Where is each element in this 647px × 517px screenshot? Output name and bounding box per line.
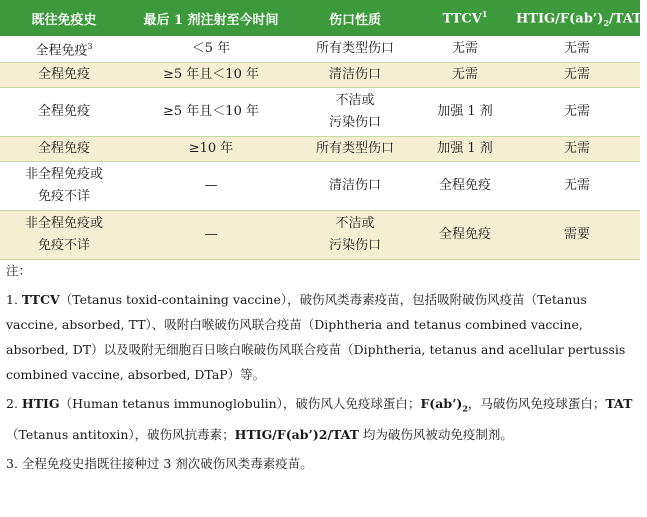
- cell-history: 非全程免疫或 免疫不详: [0, 162, 128, 211]
- note-1-term: TTCV: [21, 292, 60, 307]
- cell-wound: 不洁或 污染伤口: [294, 88, 416, 137]
- cell-ttcv: 加强 1 剂: [416, 88, 514, 137]
- cell-htig: 无需: [514, 63, 640, 88]
- note-3: 3. 全程免疫史指既往接种过 3 剂次破伤风类毒素疫苗。: [6, 455, 313, 471]
- cell-last-dose: ≥10 年: [128, 137, 294, 162]
- cell-wound: 所有类型伤口: [294, 137, 416, 162]
- table-header-row: [0, 0, 640, 36]
- cell-htig: 无需: [514, 162, 640, 211]
- cell-history: 全程免疫: [0, 88, 128, 137]
- cell-last-dose: —: [128, 211, 294, 260]
- header-history: 既往免疫史: [0, 0, 128, 36]
- note-2: 2. HTIG（Human tetanus immunoglobulin），破伤风人免疫球蛋白；$F(ab’)_2$，马破伤风免疫球蛋白；TAT（Tetanus antitoxin），破伤风抗毒素；HTIG/F(ab’)2/TAT 均为破伤风被动免疫制剂。: [6, 396, 633, 442]
- cell-htig: 需要: [514, 211, 640, 260]
- header-wound: 伤口性质: [294, 0, 416, 36]
- cell-history: 非全程免疫或 免疫不详: [0, 211, 128, 260]
- header-ttcv: TTCV$^1$: [416, 0, 514, 36]
- cell-last-dose: —: [128, 162, 294, 211]
- cell-last-dose: ≥5 年且＜10 年: [128, 88, 294, 137]
- header-last-dose: 最后 1 剂注射至今时间: [128, 0, 294, 36]
- cell-ttcv: 全程免疫: [416, 211, 514, 260]
- cell-htig: 无需: [514, 36, 640, 63]
- notes-heading: 注：: [6, 263, 32, 278]
- header-htig: HTIG/$F(ab’)_2/TAT^2$: [514, 0, 640, 36]
- table-row: [0, 162, 640, 211]
- cell-wound: 不洁或 污染伤口: [294, 211, 416, 260]
- cell-history: 全程免疫: [0, 63, 128, 88]
- cell-htig: 无需: [514, 88, 640, 137]
- cell-wound: 所有类型伤口: [294, 36, 416, 63]
- table-row: [0, 36, 640, 63]
- cell-htig: 无需: [514, 137, 640, 162]
- cell-ttcv: 无需: [416, 63, 514, 88]
- cell-last-dose: ≥5 年且＜10 年: [128, 63, 294, 88]
- table-row: [0, 63, 640, 88]
- cell-last-dose: ＜5 年: [128, 36, 294, 63]
- cell-ttcv: 全程免疫: [416, 162, 514, 211]
- table-row: [0, 211, 640, 260]
- cell-wound: 清洁伤口: [294, 63, 416, 88]
- cell-ttcv: 加强 1 剂: [416, 137, 514, 162]
- cell-ttcv: 无需: [416, 36, 514, 63]
- cell-history: 全程免疫: [0, 137, 128, 162]
- cell-wound: 清洁伤口: [294, 162, 416, 211]
- table-row: [0, 137, 640, 162]
- note-1: 1. TTCV（Tetanus toxid-containing vaccine），破伤风类毒素疫苗，包括吸附破伤风疫苗（Tetanus vaccine, absorbed, TT）、吸附白喉破伤风联合疫苗（Diphtheria and tetanus combined vaccine, absorbed, DT）以及吸附无细胞百日咳白喉破伤风联合疫苗（Diphtheria, tetanus and acellular pertussis combined vaccine, absorbed, DTaP）等。: [6, 292, 626, 382]
- table-notes: [6, 258, 634, 476]
- cell-history: 全程免疫$^3$: [0, 36, 128, 63]
- table-row: [0, 88, 640, 137]
